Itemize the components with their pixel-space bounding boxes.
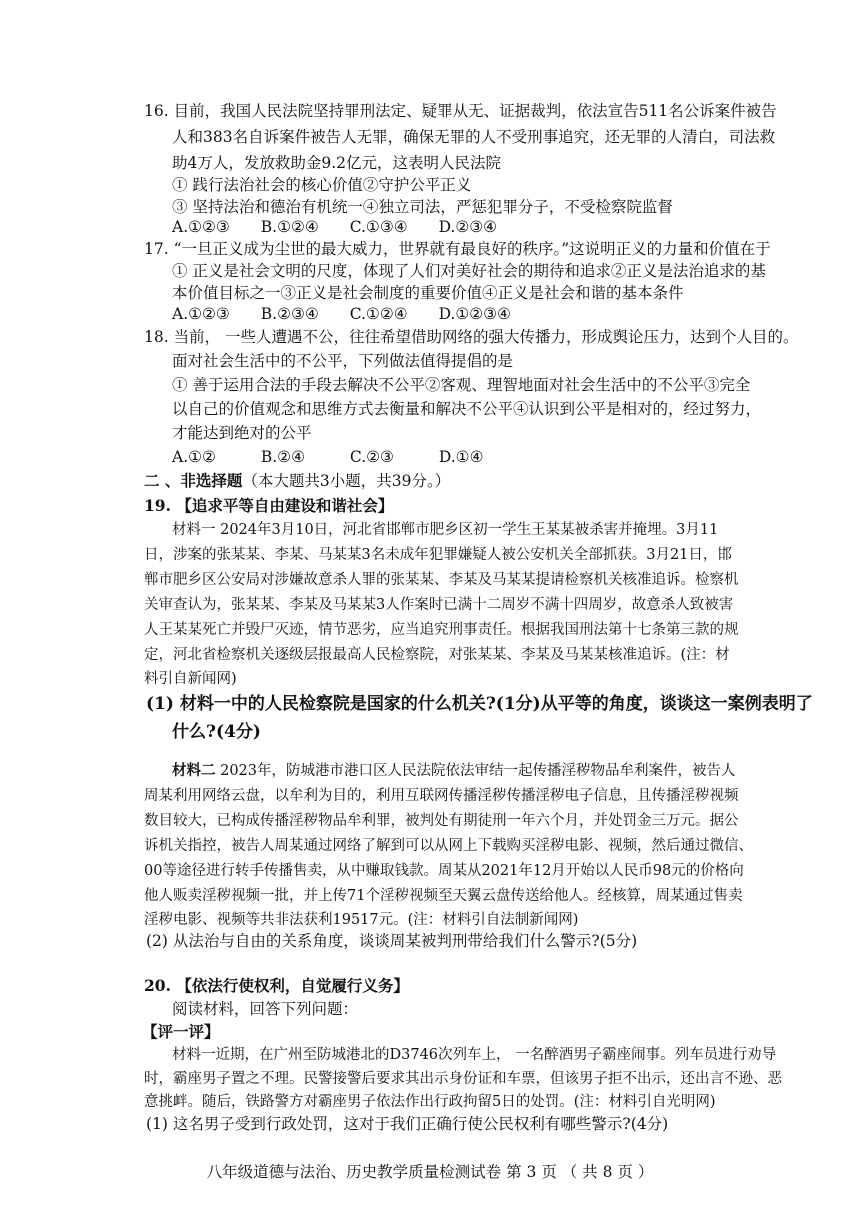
q18-line-4: 以自己的价值观念和思维方式去衡量和解决不公平④认识到公平是相对的，经过努力， bbox=[172, 400, 762, 418]
q17-line-1: 17. “一旦正义成为尘世的最大威力，世界就有最良好的秩序。”这说明正义的力量和价值在于 bbox=[144, 240, 771, 258]
q18-option-a: A.①② bbox=[172, 448, 216, 466]
q17-option-c: C.①②④ bbox=[349, 305, 408, 323]
q19-material-1-line-3: 郸市肥乡区公安局对涉嫌故意杀人罪的张某某、李某及马某某提请检察机关核准追诉。检察机 bbox=[144, 572, 739, 588]
q19-material-2-line-1-text: 2023年，防城港市港口区人民法院依法审结一起传播淫秽物品牟利案件，被告人 bbox=[215, 763, 736, 779]
q16-line-5: ③ 坚持法治和德治有机统一④独立司法，严惩犯罪分子，不受检察院监督 bbox=[172, 198, 673, 216]
q17-option-b: B.②③④ bbox=[260, 305, 319, 323]
q18-option-b: B.②④ bbox=[260, 448, 305, 466]
q19-material-1-line-4: 关审查认为，张某某、李某及马某某3人作案时已满十二周岁不满十四周岁，故意杀人致被害 bbox=[144, 597, 734, 613]
q18-line-2: 面对社会生活中的不公平，下列做法值得提倡的是 bbox=[172, 352, 514, 370]
q19-heading: 19. 【追求平等自由建设和谐社会】 bbox=[144, 496, 394, 515]
q18-line-5: 才能达到绝对的公平 bbox=[172, 424, 312, 442]
q19-material-1-line-1: 材料一 2024年3月10日，河北省邯郸市肥乡区初一学生王某某被杀害并掩埋。3月11 bbox=[172, 522, 719, 538]
q19-material-2-line-4: 诉机关指控，被告人周某通过网络了解到可以从网上下载购买淫秽电影、视频，然后通过微信、 bbox=[144, 838, 753, 854]
q20-heading: 20. 【依法行使权利，自觉履行义务】 bbox=[144, 976, 409, 995]
q19-material-2-line-3: 数目较大，已构成传播淫秽物品牟利罪，被判处有期徒刑一年六个月，并处罚金三万元。据公 bbox=[144, 813, 739, 829]
q16-options bbox=[172, 216, 523, 238]
q17-line-2: ① 正义是社会文明的尺度，体现了人们对美好社会的期待和追求②正义是法治追求的基 bbox=[172, 262, 766, 280]
q19-question-1-line-1: (1) 材料一中的人民检察院是国家的什么机关?(1分)从平等的角度，谈谈这一案例表明了 bbox=[146, 694, 813, 714]
q19-material-2-line-1 bbox=[172, 760, 736, 782]
q20-material-line-2: 时，霸座男子置之不理。民警接警后要求其出示身份证和车票，但该男子拒不出示，还出言不逊、恶 bbox=[144, 1071, 782, 1087]
q19-material-2-line-6: 他人贩卖淫秽视频一批，并上传71个淫秽视频至天翼云盘传送给他人。经核算，周某通过售卖 bbox=[144, 888, 743, 904]
q18-option-c: C.②③ bbox=[349, 448, 394, 466]
q16-option-a: A.①②③ bbox=[172, 218, 230, 236]
section-2-heading bbox=[144, 470, 450, 492]
q17-option-d: D.①②③④ bbox=[438, 305, 511, 323]
q20-intro: 阅读材料，回答下列问题： bbox=[172, 1000, 359, 1018]
q19-material-2-line-5: 00等途径进行转手传播售卖，从中赚取钱款。周某从2021年12月开始以人民币98元的价格向 bbox=[144, 863, 744, 879]
q18-options bbox=[172, 446, 509, 468]
q19-question-2: (2) 从法治与自由的关系角度，谈谈周某被判刑带给我们什么警示?(5分) bbox=[146, 932, 638, 950]
q19-material-2-line-2: 周某利用网络云盘，以牟利为目的，利用互联网传播淫秽传播淫秽电子信息，且传播淫秽视频 bbox=[144, 788, 739, 804]
q16-option-b: B.①②④ bbox=[260, 218, 319, 236]
q18-line-3: ① 善于运用合法的手段去解决不公平②客观、理智地面对社会生活中的不公平③完全 bbox=[172, 376, 751, 394]
section-2-title: 二 、非选择题 bbox=[144, 471, 243, 490]
q17-line-3: 本价值目标之一③正义是社会制度的重要价值④正义是社会和谐的基本条件 bbox=[172, 284, 684, 302]
q19-material-2-line-7: 淫秽电影、视频等共非法获利19517元。(注：材料引自法制新闻网) bbox=[144, 912, 579, 928]
q16-option-c: C.①③④ bbox=[349, 218, 408, 236]
q20-material-line-3: 意挑衅。随后，铁路警方对霸座男子依法作出行政拘留5日的处罚。(注：材料引自光明网) bbox=[144, 1094, 716, 1110]
q19-material-1-line-5: 人王某某死亡并毁尸灭迹，情节恶劣，应当追究刑事责任。根据我国刑法第十七条第三款的规 bbox=[144, 622, 739, 638]
q19-material-1-line-2: 日，涉案的张某某、李某、马某某3名未成年犯罪嫌疑人被公安机关全部抓获。3月21日，邯 bbox=[144, 547, 732, 563]
q20-material-line-1: 材料一近期，在广州至防城港北的D3746次列车上， 一名醉酒男子霸座闹事。列车员进行劝导 bbox=[172, 1047, 777, 1063]
q17-options bbox=[172, 303, 537, 325]
q18-line-1: 18. 当前， 一些人遭遇不公，往往希望借助网络的强大传播力，形成舆论压力，达到个人目的。 bbox=[144, 328, 799, 346]
q16-line-2: 人和383名自诉案件被告人无罪，确保无罪的人不受刑事追究，还无罪的人清白，司法救 bbox=[172, 128, 776, 146]
q19-question-1-line-2: 什么?(4分) bbox=[172, 722, 261, 742]
q16-line-1: 16. 目前，我国人民法院坚持罪刑法定、疑罪从无、证据裁判，依法宣告511名公诉案件被告 bbox=[144, 102, 777, 120]
q16-option-d: D.②③④ bbox=[438, 218, 498, 236]
q18-option-d: D.①④ bbox=[438, 448, 484, 466]
q20-question-1: (1) 这名男子受到行政处罚，这对于我们正确行使公民权利有哪些警示?(4分) bbox=[146, 1115, 669, 1133]
q16-line-4: ① 践行法治社会的核心价值②守护公平正义 bbox=[172, 176, 472, 194]
q19-material-2-label: 材料二 bbox=[172, 762, 216, 779]
q16-line-3: 助4万人，发放救助金9.2亿元，这表明人民法院 bbox=[172, 154, 502, 172]
q19-material-1-line-6: 定，河北省检察机关逐级层报最高人民检察院，对张某某、李某及马某某核准追诉。(注：材 bbox=[144, 647, 730, 663]
q20-subheading: 【评一评】 bbox=[142, 1022, 220, 1041]
section-2-note: （本大题共3小题，共39分。） bbox=[242, 472, 451, 490]
q17-option-a: A.①②③ bbox=[172, 305, 230, 323]
page-footer: 八年级道德与法治、历史教学质量检测试卷 第 3 页 （ 共 8 页 ） bbox=[206, 1163, 654, 1181]
q19-material-1-line-7: 料引自新闻网) bbox=[144, 671, 237, 687]
